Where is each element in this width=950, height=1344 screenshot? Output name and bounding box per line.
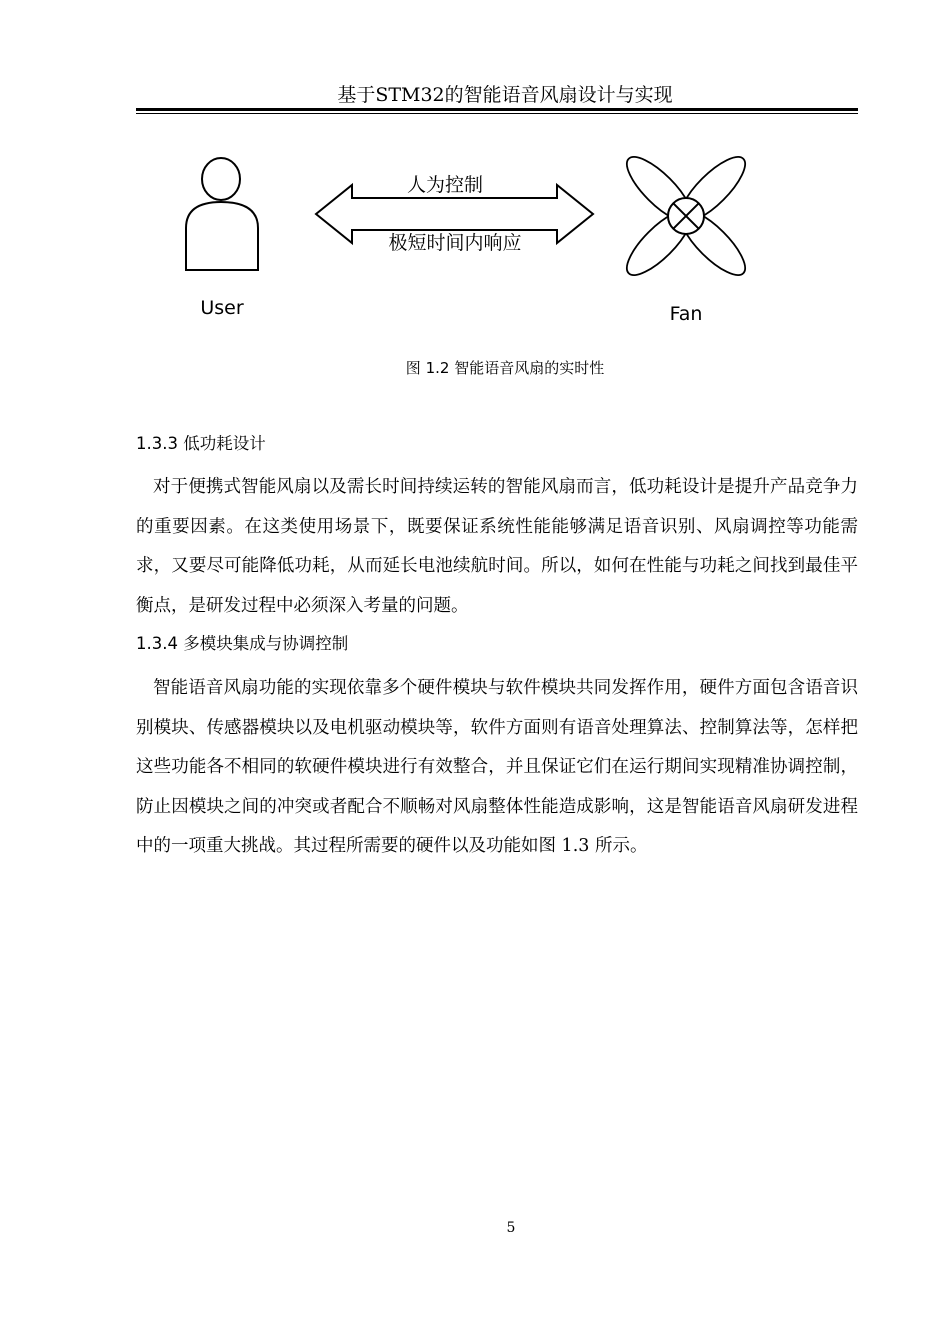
header-rule-thin (136, 113, 858, 114)
fan-icon (618, 148, 754, 284)
page-number: 5 (506, 1220, 516, 1236)
figure-caption: 图 1.2 智能语音风扇的实时性 (405, 359, 605, 377)
running-header-title: 基于STM32的智能语音风扇设计与实现 (337, 84, 673, 106)
arrow-top-text: 人为控制 (406, 174, 484, 196)
user-label: User (200, 297, 244, 319)
paragraph-multi-module: 智能语音风扇功能的实现依靠多个硬件模块与软件模块共同发挥作用，硬件方面包含语音识别模块、传感器模块以及电机驱动模块等，软件方面则有语音处理算法、控制算法等，怎样把这些功能各不相同的软硬件模块进行有效整合，并且保证它们在运行期间实现精准协调控制，防止因模块之间的冲突或者配合不顺畅对风扇整体性能造成影响，这是智能语音风扇研发进程中的一项重大挑战。其过程所需要的硬件以及功能如图 1.3 所示。 (136, 678, 858, 856)
header-rule-thick (136, 108, 858, 111)
user-icon (186, 158, 258, 270)
section-heading-low-power: 1.3.3 低功耗设计 (136, 434, 266, 453)
paragraph-low-power: 对于便携式智能风扇以及需长时间持续运转的智能风扇而言，低功耗设计是提升产品竞争力的重要因素。在这类使用场景下，既要保证系统性能能够满足语音识别、风扇调控等功能需求，又要尽可能降低功耗，从而延长电池续航时间。所以，如何在性能与功耗之间找到最佳平衡点，是研发过程中必须深入考量的问题。 (136, 477, 858, 616)
section-heading-multi-module: 1.3.4 多模块集成与协调控制 (136, 634, 349, 653)
diagram-svg (170, 140, 790, 340)
fan-label: Fan (669, 303, 703, 325)
arrow-bottom-text: 极短时间内响应 (388, 232, 522, 254)
figure-realtime-diagram (170, 140, 790, 340)
